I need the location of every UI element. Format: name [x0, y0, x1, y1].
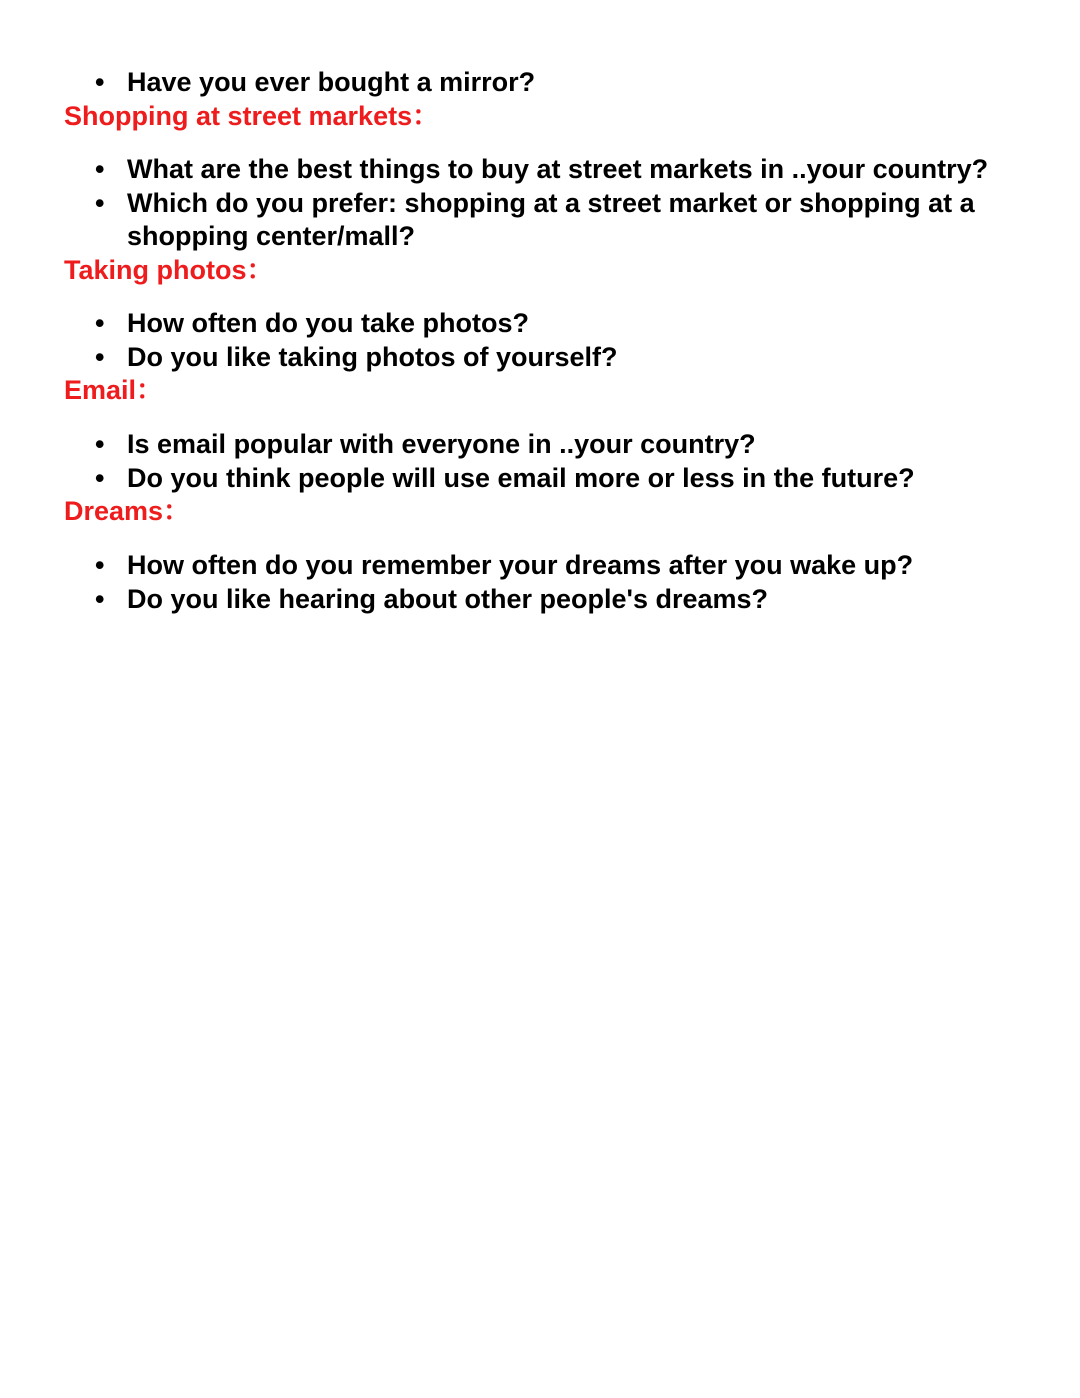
heading-email: Email： [64, 375, 164, 405]
question-best-things-street-markets: What are the best things to buy at street markets in ..your country? [127, 154, 989, 184]
bullet-icon: • [95, 308, 105, 338]
question-email-future: Do you think people will use email more or less in the future? [127, 463, 915, 493]
bullet-icon: • [95, 342, 105, 372]
bullet-icon: • [95, 584, 105, 614]
bullet-icon: • [95, 550, 105, 580]
question-email-popular: Is email popular with everyone in ..your country? [127, 429, 756, 459]
question-photos-of-yourself: Do you like taking photos of yourself? [127, 342, 618, 372]
question-prefer-market-or-mall: Which do you prefer: shopping at a street market or shopping at a [127, 188, 975, 218]
bullet-icon: • [95, 154, 105, 184]
question-mirror: Have you ever bought a mirror? [127, 67, 536, 97]
heading-shopping-street-markets: Shopping at street markets： [64, 101, 440, 131]
bullet-icon: • [95, 463, 105, 493]
question-how-often-photos: How often do you take photos? [127, 308, 529, 338]
bullet-icon: • [95, 429, 105, 459]
question-other-peoples-dreams: Do you like hearing about other people's dreams? [127, 584, 769, 614]
question-prefer-market-or-mall-continued: shopping center/mall? [127, 221, 416, 251]
heading-dreams: Dreams： [64, 496, 191, 526]
question-remember-dreams: How often do you remember your dreams after you wake up? [127, 550, 914, 580]
bullet-icon: • [95, 188, 105, 218]
bullet-icon: • [95, 67, 105, 97]
heading-taking-photos: Taking photos： [64, 255, 274, 285]
